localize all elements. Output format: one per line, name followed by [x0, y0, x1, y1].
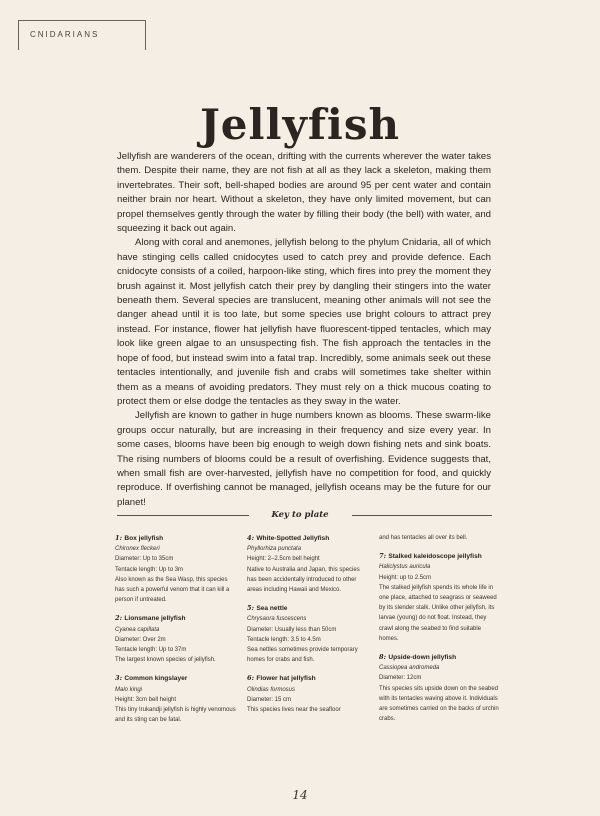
- key-to-plate: [115, 533, 505, 733]
- key-entry-number: 5:: [247, 604, 257, 613]
- key-entry-detail: This species lives near the seafloor: [247, 707, 341, 714]
- key-entry-latin: Olindias formosus: [247, 686, 296, 693]
- key-entry-latin: Malo kingi: [115, 686, 143, 693]
- key-entry-number: 8:: [379, 653, 389, 662]
- section-tab-label: CNIDARIANS: [30, 30, 100, 39]
- key-entry-detail: Height: up to 2.5cm: [379, 574, 432, 581]
- key-entry-detail: Diameter: Over 2m: [115, 636, 166, 643]
- key-entry: [247, 603, 369, 665]
- key-entry-name: Stalked kaleidoscope jellyfish: [388, 553, 482, 561]
- key-entry-number: 4:: [247, 534, 257, 542]
- key-entry-detail: Tentacle length: Up to 37m: [115, 647, 187, 654]
- key-entry-latin: Chironex fleckeri: [115, 546, 160, 553]
- key-entry-number: 6:: [247, 674, 257, 683]
- key-column: [115, 533, 237, 733]
- key-entry: [379, 533, 501, 543]
- key-entry-detail: Height: 3cm bell height: [115, 696, 177, 703]
- key-entry: [115, 533, 237, 605]
- key-entry: [379, 551, 501, 644]
- key-entry: [115, 673, 237, 725]
- page-number: 14: [292, 788, 308, 802]
- key-entry-heading: [115, 673, 237, 684]
- key-entry-heading: [247, 603, 369, 614]
- key-entry-name: Common kingslayer: [124, 675, 188, 683]
- key-entry-latin: Chrysaora fuscescens: [247, 616, 307, 623]
- key-entry-latin: Haliclystus auricula: [379, 564, 431, 571]
- key-entry-heading: [247, 533, 369, 544]
- key-entry-detail: Height: 2–2.5cm bell height: [247, 556, 320, 563]
- key-entry-detail: Tentacle length: 3.5 to 4.5m: [247, 636, 321, 643]
- body-text: [117, 150, 491, 510]
- key-entry-detail: Diameter: 15 cm: [247, 696, 292, 703]
- key-entry-number: 7:: [379, 552, 389, 561]
- paragraph: Along with coral and anemones, jellyfish belong to the phylum Cnidaria, all of which have stinging cells called cnidocytes used to catch prey and provide defence. Each cnidocyte consists of a coiled, harpoon-like sting, which fires into prey the moment they brush against it. Most jellyfish catch their prey by dangling their stingers into the water beneath them. Several species are translucent, meaning other animals will not see the danger ahead until it is too late, but some species use bright colours to attract prey instead. For instance, flower hat jellyfish have fluorescent-tipped tentacles, which may look like green algae to an unsuspecting fish. The fish approach the tentacles in the hope of food, but instead swim into a fatal trap. Incredibly, some animals seek out these tentacles intentionally, and juvenile fish and crabs will sometimes take shelter within them as a means of avoiding predators. They must rely on a thick mucous coating to protect them or else dodge the tentacles as they sway in the water.: [117, 237, 491, 407]
- key-entry-number: 1:: [115, 534, 125, 542]
- key-entry-detail: Diameter: Usually less than 50cm: [247, 626, 337, 633]
- key-entry: [379, 652, 501, 724]
- key-column: [379, 533, 501, 733]
- key-entry-heading: [115, 613, 237, 624]
- key-entry-latin: Phyllorhiza punctata: [247, 546, 302, 553]
- key-entry-latin: Cyanea capillata: [115, 626, 160, 633]
- key-entry-name: Upside-down jellyfish: [388, 654, 457, 662]
- paragraph: Jellyfish are wanderers of the ocean, drifting with the currents wherever the water takes them. Despite their name, they are not fish at all as they lack a skeleton, making them invertebrates. Their soft, bell-shaped bodies are around 95 per cent water and contain neither brain nor heart. Without a skeleton, they have only limited movement, but can propel themselves gently through the water by filling their body (the bell) with water, and squeezing it back out again.: [117, 151, 491, 235]
- divider: [352, 515, 492, 516]
- key-entry: [247, 533, 369, 595]
- key-entry-detail: Native to Australia and Japan, this species has been accidentally introduced to other areas including Hawaii and Mexico.: [247, 566, 360, 594]
- key-entry-detail: This tiny Irukandji jellyfish is highly venomous and its sting can be fatal.: [115, 707, 236, 724]
- paragraph: Jellyfish are known to gather in huge numbers known as blooms. These swarm-like groups occur naturally, but are increasing in their frequency and size every year. In some cases, blooms have been big enough to weigh down fishing nets and sink boats. The rising numbers of blooms could be a result of overfishing. Evidence suggests that, when small fish are over-harvested, jellyfish have no competition for food, and quickly reproduce. If overfishing cannot be managed, jellyfish oceans may be the future for our planet!: [117, 410, 491, 508]
- key-entry-number: 3:: [115, 674, 125, 683]
- key-entry: [115, 613, 237, 665]
- key-entry-detail: Also known as the Sea Wasp, this species has such a powerful venom that it can kill a person if untreated.: [115, 576, 230, 604]
- key-entry-detail: The stalked jellyfish spends its whole life in one place, attached to seagrass or seaweed by its slender stalk. Unlike other jellyfish, its larvae (young) do not float. Instead, they crawl along the seabed to find suitable homes.: [379, 584, 497, 642]
- key-entry-name: Lionsmane jellyfish: [124, 615, 186, 623]
- key-entry-name: Flower hat jellyfish: [256, 675, 316, 683]
- page-title: Jellyfish: [199, 100, 401, 149]
- key-entry-detail: Tentacle length: Up to 3m: [115, 566, 184, 573]
- key-entry-detail: This species sits upside down on the seabed with its tentacles waving above it. Individuals are sometimes carried on the backs of urchin crabs.: [379, 685, 499, 723]
- key-entry-name: Box jellyfish: [124, 535, 164, 542]
- key-entry-detail: Diameter: 12cm: [379, 675, 422, 682]
- key-entry-name: White-Spotted Jellyfish: [256, 535, 330, 542]
- key-entry-latin: Cassiopea andromeda: [379, 665, 440, 672]
- key-entry-name: Sea nettle: [256, 605, 288, 613]
- key-entry-heading: [247, 673, 369, 684]
- key-entry-detail: The largest known species of jellyfish.: [115, 657, 216, 664]
- key-entry-heading: [115, 533, 237, 544]
- key-entry-detail: and has tentacles all over its bell.: [379, 535, 468, 541]
- key-title: Key to plate: [271, 510, 329, 520]
- key-entry-detail: Diameter: Up to 35cm: [115, 556, 174, 563]
- key-entry-number: 2:: [115, 614, 125, 623]
- key-entry-detail: Sea nettles sometimes provide temporary homes for crabs and fish.: [247, 647, 358, 664]
- key-entry: [247, 673, 369, 715]
- key-entry-heading: [379, 551, 501, 562]
- key-column: [247, 533, 369, 733]
- section-tab: [18, 20, 146, 50]
- key-entry-heading: [379, 652, 501, 663]
